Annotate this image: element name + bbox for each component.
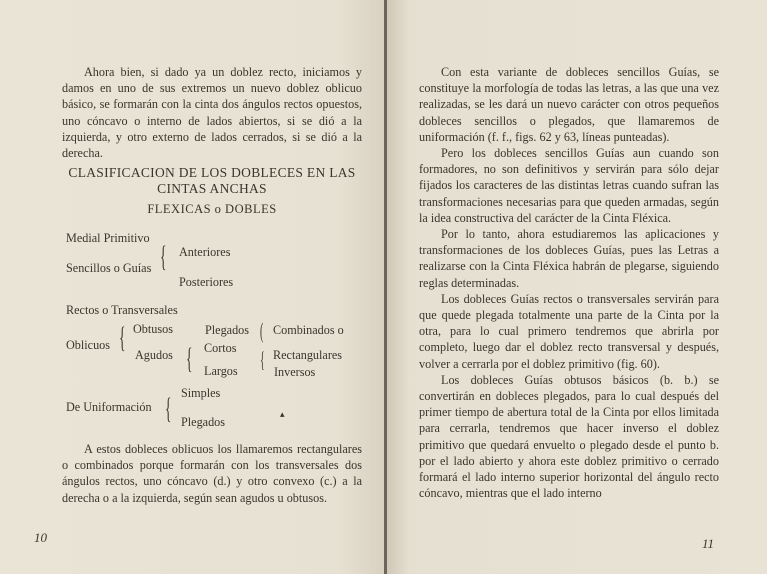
rectangulares-label: Rectangulares [273,348,343,362]
classification-subheading: FLEXICAS o DOBLES [147,202,277,216]
right-paragraph: Los dobleces Guías rectos o transversales servirán para que quede plegada totalmente una parte de la Cinta por la otra, para lo cual primero tendremos que abrirla por completo, luego dar el doblez recto transversal y después, volver a cerrarla por el doblez primitivo (fig. 60). [419,291,719,371]
inversos-label: Inversos [274,365,316,379]
sencillos-guias-label: Sencillos o Guías [66,261,152,275]
left-paragraph-top: Ahora bien, si dado ya un doblez recto, iniciamos y damos en uno de sus extremos un nuevo doblez oblicuo básico, se formarán con la cinta dos ángulos rectos opuestos, uno cóncavo o interno de lados abiertos, si se dió a la izquierda, y otro externo de lados cerrados, si se dió a la derecha. [62,65,362,161]
left-paragraph-bottom: A estos dobleces oblicuos los llamaremos rectangulares o combinados porque formarán con los transversales dos ángulos rectos, uno cóncavo (d.) y otro convexo (c.) a la derecha o a la izquierda, según sean agudos u obtusos. [62,442,362,505]
posteriores-label: Posteriores [179,275,234,289]
brace-sencillos: { [160,240,167,273]
obtusos-label: Obtusos [133,322,173,336]
right-paragraph: Los dobleces Guías obtusos básicos (b. b.) se convertirán en dobleces plegados, para lo cual después del primer tiempo de abertura total de la Cinta por ellos limitada para cerrarla, tendremos que hacer inverso el doblez primitivo que quedará envuelto o plegado desde el punto b. por el lado abierto y ahora este doblez primitivo o cerrado formará el lado interno superior horizontal del ángulo recto cóncavo, mientras que el lado interno [419,372,719,501]
plegados-uniformacion-label: Plegados [181,415,226,429]
simples-label: Simples [181,386,221,400]
brace-combinados-top: ( [260,318,264,343]
cortos-label: Cortos [204,341,237,355]
combinados-label: Combinados o [273,323,344,337]
right-page [387,0,767,574]
classification-heading: CLASIFICACION DE LOS DOBLECES EN LAS CINTAS ANCHAS [68,165,356,196]
right-page-number: 11 [702,536,715,551]
brace-combinados-bottom: { [260,347,265,372]
right-paragraph: Con esta variante de dobleces sencillos Guías, se constituye la morfología de todas las letras, a las que una vez realizadas, se les dará un nuevo carácter con otros pequeños dobleces sencillos o plegados, que llamaremos de uniformación (f. f., figs. 62 y 63, líneas punteadas). [419,65,719,144]
anteriores-label: Anteriores [179,245,231,259]
brace-uniformacion: { [165,392,172,425]
agudos-label: Agudos [135,348,173,362]
right-paragraph: Por lo tanto, ahora estudiaremos las aplicaciones y transformaciones de los dobleces Guías, pues las Letras a realizarse con la Cinta Fléxica habrán de plegarse, siguiendo reglas determinadas. [419,227,719,290]
largos-label: Largos [204,364,238,378]
medial-primitivo-label: Medial Primitivo [66,231,150,245]
rectos-transversales-label: Rectos o Transversales [66,303,178,317]
oblicuos-label: Oblicuos [66,338,111,352]
right-paragraph: Pero los dobleces sencillos Guías aun cuando son formadores, no son definitivos y servirán para sólo dejar fijados los caracteres de las distintas letras cuando sufran las transformaciones necesarias para que queden armadas, según la idea constructiva del carácter de la Cinta Fléxica. [419,146,719,225]
left-page-number: 10 [34,530,47,545]
uniformacion-label: De Uniformación [66,400,152,414]
right-text-block [419,64,719,501]
page-mark: ▴ [280,409,285,419]
brace-plegados: { [186,342,193,375]
brace-oblicuos: { [119,321,126,354]
plegados-label: Plegados [205,323,250,337]
